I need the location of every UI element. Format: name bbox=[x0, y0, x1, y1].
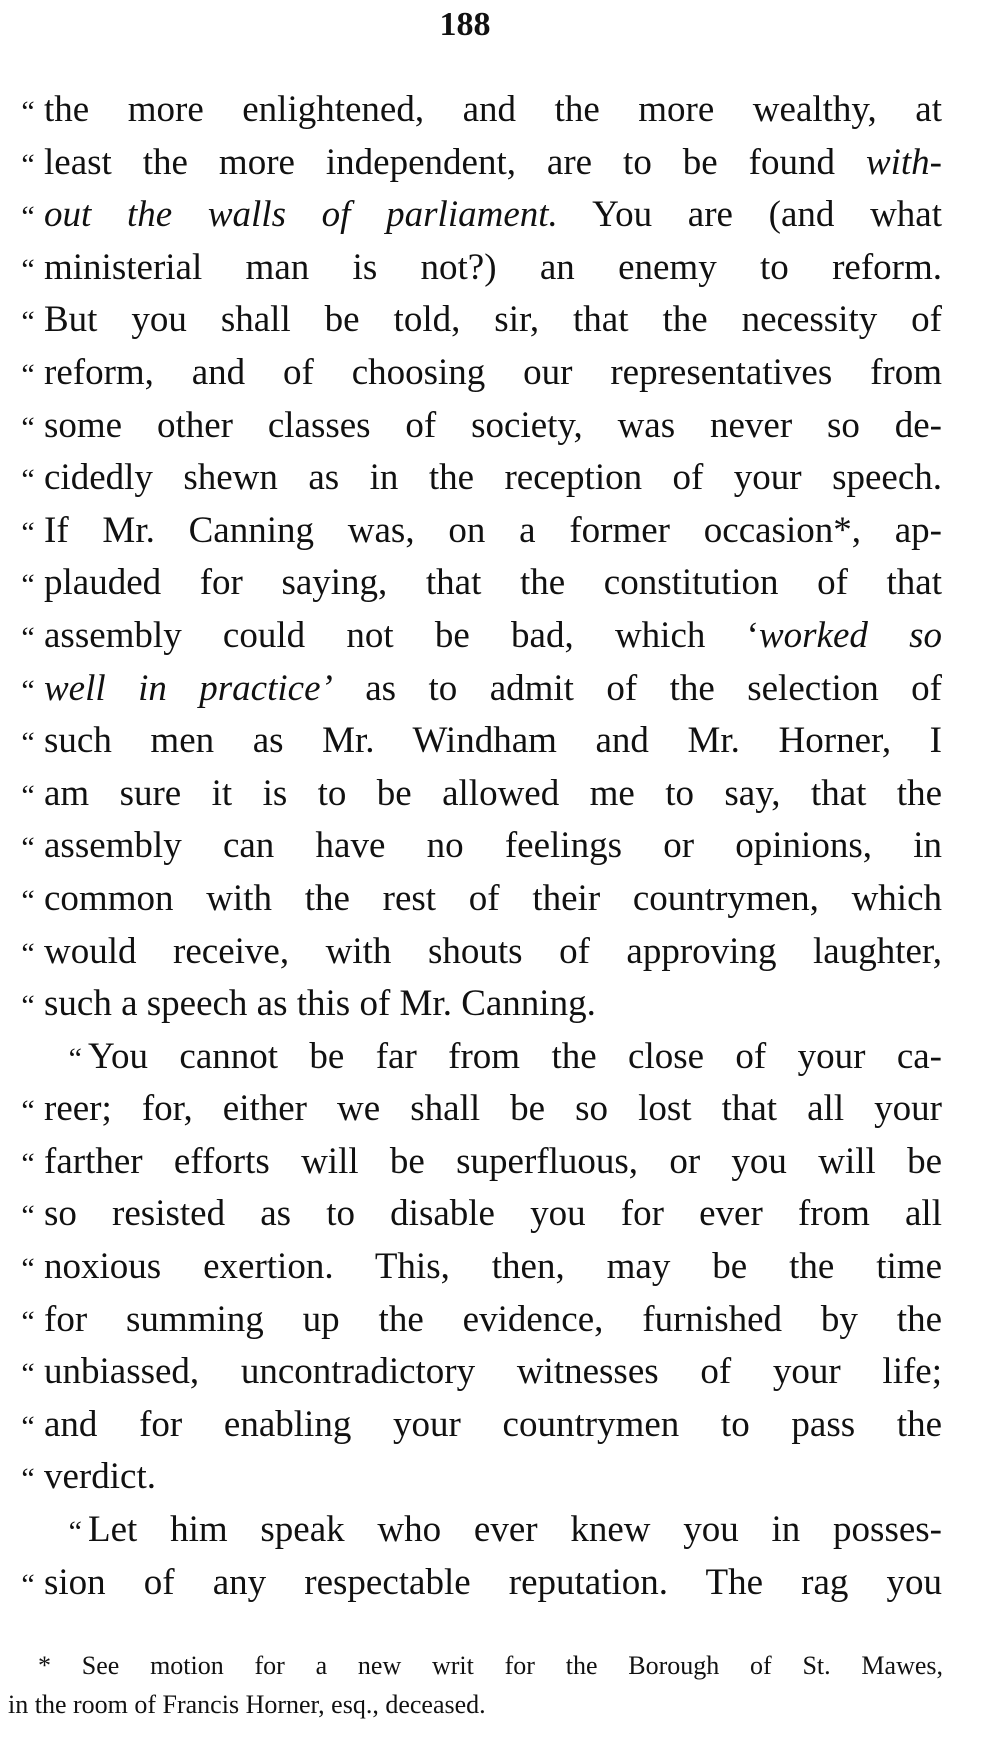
text-line bbox=[12, 1188, 942, 1241]
line-text bbox=[44, 242, 942, 295]
plain-text: the more enlightened, and the more wealthy, at bbox=[44, 89, 942, 130]
quote-mark: “ bbox=[21, 620, 35, 654]
text-line bbox=[12, 1136, 942, 1189]
quote-mark: “ bbox=[21, 778, 35, 812]
plain-text: But you shall be told, sir, that the necessity of bbox=[44, 299, 942, 341]
plain-text: and for enabling your countrymen to pass the bbox=[44, 1403, 942, 1445]
quote-mark: “ bbox=[21, 1462, 35, 1496]
plain-text: assembly can have no feelings or opinions, in bbox=[44, 825, 942, 867]
line-text bbox=[44, 1241, 942, 1294]
line-text bbox=[44, 452, 942, 505]
quote-mark: “ bbox=[21, 989, 35, 1023]
plain-text: unbiassed, uncontradictory witnesses of your life; bbox=[44, 1351, 942, 1393]
quote-mark: “ bbox=[21, 147, 35, 181]
text-line bbox=[12, 1557, 942, 1610]
line-text bbox=[44, 1346, 942, 1399]
text-line bbox=[12, 189, 942, 242]
quote-mark: “ bbox=[21, 1409, 35, 1443]
plain-text: such men as Mr. Windham and Mr. Horner, I bbox=[44, 720, 942, 762]
line-text bbox=[44, 1451, 942, 1504]
quote-mark: “ bbox=[21, 252, 35, 286]
quote-mark: “ bbox=[21, 1199, 35, 1233]
text-line bbox=[12, 1294, 942, 1347]
plain-text: reform, and of choosing our representatives from bbox=[44, 351, 942, 393]
quote-mark: “ bbox=[21, 95, 35, 128]
text-line bbox=[12, 1031, 942, 1084]
plain-text: If Mr. Canning was, on a former occasion*, ap- bbox=[44, 509, 942, 551]
quote-mark: “ bbox=[21, 1094, 35, 1128]
plain-text: You cannot be far from the close of your ca- bbox=[88, 1035, 942, 1077]
plain-text: ministerial man is not?) an enemy to reform. bbox=[44, 246, 942, 288]
line-text bbox=[44, 137, 942, 190]
text-line bbox=[12, 1451, 942, 1504]
quote-mark: “ bbox=[21, 1357, 35, 1391]
text-line bbox=[12, 1346, 942, 1399]
line-text bbox=[44, 347, 942, 400]
plain-text: plauded for saying, that the constitution of that bbox=[44, 562, 942, 604]
line-text bbox=[44, 1557, 942, 1610]
text-line bbox=[12, 452, 942, 505]
page-number: 188 bbox=[439, 6, 491, 43]
plain-text: am sure it is to be allowed me to say, that the bbox=[44, 772, 942, 814]
quote-mark: “ bbox=[21, 1146, 35, 1180]
quote-mark: “ bbox=[21, 883, 35, 917]
body-text bbox=[12, 84, 942, 1609]
plain-text: cidedly shewn as in the reception of your speech. bbox=[44, 457, 942, 499]
text-line bbox=[12, 294, 942, 347]
text-line bbox=[12, 1399, 942, 1452]
text-line bbox=[12, 1241, 942, 1294]
line-text bbox=[44, 926, 942, 979]
line-text bbox=[44, 1188, 942, 1241]
plain-text: Let him speak who ever knew you in posses- bbox=[88, 1509, 942, 1551]
quote-mark: “ bbox=[21, 726, 35, 760]
quote-mark: “ bbox=[21, 568, 35, 602]
italic-text: with- bbox=[865, 141, 942, 183]
quote-mark: “ bbox=[68, 1515, 82, 1549]
quote-mark: “ bbox=[21, 200, 35, 234]
plain-text: so resisted as to disable you for ever from all bbox=[44, 1193, 942, 1235]
text-line bbox=[12, 715, 942, 768]
text-line bbox=[12, 820, 942, 873]
line-text bbox=[44, 400, 942, 453]
text-line bbox=[12, 926, 942, 979]
quote-mark: “ bbox=[21, 936, 35, 970]
plain-text: reer; for, either we shall be so lost that all your bbox=[44, 1088, 942, 1130]
italic-text: out the walls of parliament. bbox=[44, 194, 558, 236]
text-line bbox=[12, 505, 942, 558]
line-text bbox=[44, 84, 942, 137]
line-text bbox=[44, 820, 942, 873]
plain-text: such a speech as this of Mr. Canning. bbox=[44, 983, 596, 1025]
line-text bbox=[44, 1399, 942, 1452]
line-text bbox=[44, 873, 942, 926]
plain-text: as to admit of the selection of bbox=[332, 667, 942, 709]
text-line bbox=[12, 610, 942, 663]
footnote-line: in the room of Francis Horner, esq., deceased. bbox=[8, 1690, 486, 1719]
quote-mark: “ bbox=[21, 463, 35, 497]
text-line bbox=[12, 1083, 942, 1136]
plain-text: noxious exertion. This, then, may be the time bbox=[44, 1246, 942, 1288]
plain-text: verdict. bbox=[44, 1456, 156, 1498]
text-line bbox=[12, 978, 942, 1031]
quote-mark: “ bbox=[68, 1041, 82, 1075]
plain-text: would receive, with shouts of approving laughter, bbox=[44, 930, 942, 972]
line-text bbox=[88, 1504, 942, 1557]
footnote-line: * See motion for a new writ for the Borough of St. Mawes, bbox=[38, 1651, 943, 1680]
text-line bbox=[12, 242, 942, 295]
line-text bbox=[44, 294, 942, 347]
text-line bbox=[12, 873, 942, 926]
quote-mark: “ bbox=[21, 1567, 35, 1601]
footnote bbox=[8, 1646, 943, 1724]
plain-text: You are (and what bbox=[557, 194, 942, 236]
plain-text: common with the rest of their countrymen, which bbox=[44, 877, 942, 919]
plain-text: some other classes of society, was never so de- bbox=[44, 404, 942, 446]
text-line bbox=[12, 400, 942, 453]
quote-mark: “ bbox=[21, 305, 35, 339]
line-text bbox=[44, 1294, 942, 1347]
plain-text: least the more independent, are to be found bbox=[44, 141, 866, 183]
line-text bbox=[44, 505, 942, 558]
line-text bbox=[44, 1136, 942, 1189]
text-line bbox=[12, 84, 942, 137]
line-text bbox=[44, 189, 942, 242]
line-text bbox=[44, 715, 942, 768]
line-text bbox=[88, 1031, 942, 1084]
quote-mark: “ bbox=[21, 673, 35, 707]
quote-mark: “ bbox=[21, 515, 35, 549]
line-text bbox=[44, 663, 942, 716]
text-line bbox=[12, 137, 942, 190]
text-line bbox=[12, 663, 942, 716]
line-text bbox=[44, 1083, 942, 1136]
text-line bbox=[12, 1504, 942, 1557]
plain-text: farther efforts will be superfluous, or you will be bbox=[44, 1140, 942, 1182]
plain-text: assembly could not be bad, which ‘ bbox=[44, 614, 759, 656]
text-line bbox=[12, 347, 942, 400]
text-line bbox=[12, 557, 942, 610]
line-text bbox=[44, 610, 942, 663]
line-text bbox=[44, 557, 942, 610]
quote-mark: “ bbox=[21, 1252, 35, 1286]
quote-mark: “ bbox=[21, 357, 35, 391]
italic-text: worked so bbox=[758, 614, 942, 656]
text-line bbox=[12, 768, 942, 821]
quote-mark: “ bbox=[21, 410, 35, 444]
line-text bbox=[44, 768, 942, 821]
plain-text: for summing up the evidence, furnished by the bbox=[44, 1298, 942, 1340]
italic-text: well in practice’ bbox=[44, 667, 333, 709]
quote-mark: “ bbox=[21, 831, 35, 865]
quote-mark: “ bbox=[21, 1304, 35, 1338]
plain-text: sion of any respectable reputation. The rag you bbox=[44, 1561, 942, 1603]
line-text bbox=[44, 978, 942, 1031]
